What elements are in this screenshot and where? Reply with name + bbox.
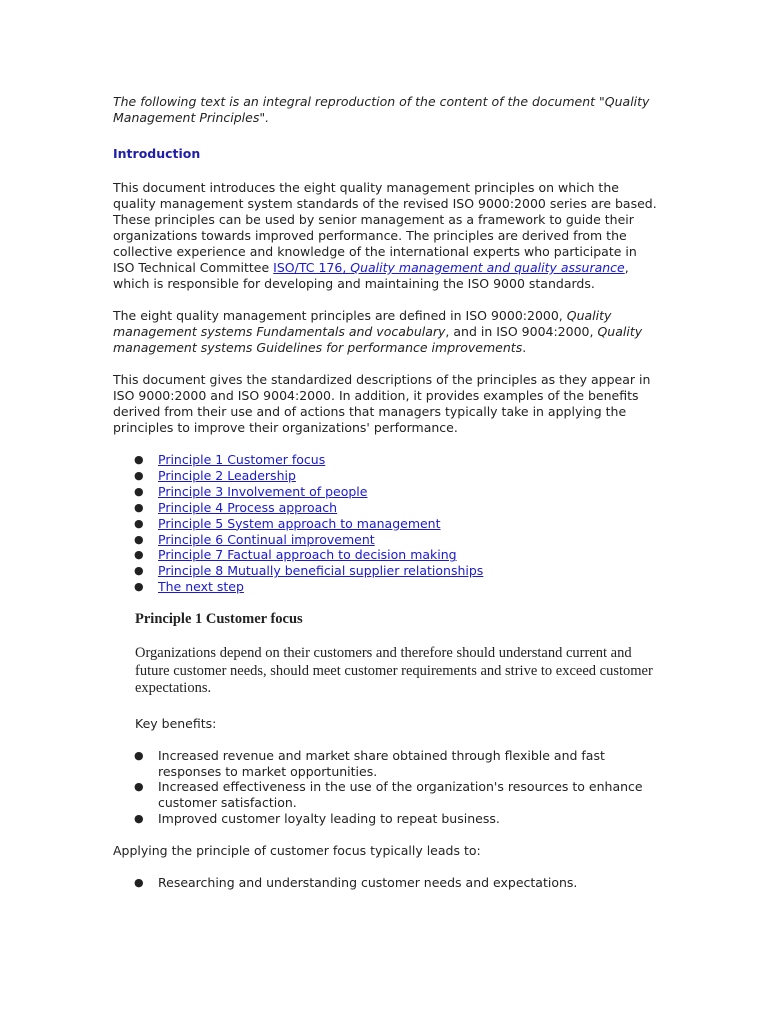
principle-8-link[interactable]: Principle 8 Mutually beneficial supplier relationships: [158, 563, 484, 579]
bullet-icon: ●: [134, 453, 144, 466]
bullet-icon: ●: [134, 516, 144, 530]
principle-1-heading: Principle 1 Customer focus: [135, 611, 303, 628]
bullet-icon: ●: [134, 780, 144, 794]
bullet-icon: ●: [134, 532, 144, 546]
principle-2-link[interactable]: Principle 2 Leadership: [158, 467, 296, 483]
principle-1-link[interactable]: Principle 1 Customer focus: [158, 452, 326, 467]
list-item: [113, 875, 658, 891]
iso-tc176-link-code: ISO/TC 176: [273, 260, 343, 275]
intro-paragraph-3: This document gives the standardized descriptions of the principles as they appear in ISO 9000:2000 and ISO 9004:2000. In addition, it provides examples of the benefits derived from their use and of actions that managers typically take in applying the principles to improve their organizations' performance.: [113, 372, 651, 435]
intro-paragraph-1-text: This document introduces the eight quality management principles on which the quality management system standards of the revised ISO 9000:2000 series are based. These principles can be used by senior management as a framework to guide their organizations towards improved performance. The principles are derived from the collective experience and knowledge of the international experts who participate in ISO Technical Committee: [113, 180, 657, 275]
introduction-heading: Introduction: [113, 146, 201, 161]
applying-list: [113, 875, 658, 891]
list-item: [113, 484, 658, 500]
principle-6-link[interactable]: Principle 6 Continual improvement: [158, 531, 375, 547]
bullet-icon: ●: [134, 812, 144, 826]
list-item: [113, 563, 658, 579]
principle-link-list: [113, 452, 658, 595]
intro-paragraph-2-e: .: [522, 340, 527, 355]
applying-principle-text: Applying the principle of customer focus typically leads to:: [113, 843, 481, 859]
document-page: [113, 94, 658, 907]
iso-tc176-link[interactable]: [273, 260, 625, 275]
intro-paragraph-2-c: , and in ISO 9004:2000,: [445, 324, 598, 339]
bullet-icon: ●: [134, 468, 144, 482]
bullet-icon: ●: [134, 580, 144, 594]
key-benefits-label: Key benefits:: [135, 715, 217, 731]
list-item: [113, 779, 658, 811]
intro-paragraph-1: [113, 180, 658, 292]
bullet-icon: ●: [134, 500, 144, 514]
list-item: [113, 811, 658, 827]
bullet-icon: ●: [134, 484, 144, 498]
list-item: [113, 748, 658, 780]
bullet-icon: ●: [134, 876, 144, 890]
iso-tc176-link-title: Quality management and quality assurance: [350, 260, 625, 275]
applying-item-text: Researching and understanding customer needs and expectations.: [158, 875, 578, 891]
iso-tc176-link-sep: ,: [342, 260, 351, 275]
list-item: [113, 579, 658, 595]
principle-3-link[interactable]: Principle 3 Involvement of people: [158, 483, 368, 499]
iso9000-title: Quality management systems Fundamentals and vocabulary: [113, 308, 612, 339]
list-item: [113, 468, 658, 484]
list-item: [113, 547, 658, 563]
bullet-icon: ●: [134, 548, 144, 562]
benefit-text: Increased effectiveness in the use of the organization's resources to enhance customer satisfaction.: [158, 779, 643, 811]
list-item: [113, 452, 658, 468]
next-step-link[interactable]: The next step: [158, 579, 244, 595]
list-item: [113, 532, 658, 548]
principle-4-link[interactable]: Principle 4 Process approach: [158, 499, 338, 515]
intro-paragraph-1-end: , which is responsible for developing and maintaining the ISO 9000 standards.: [113, 260, 629, 291]
bullet-icon: ●: [134, 748, 144, 762]
principle-1-statement: Organizations depend on their customers and therefore should understand current and future customer needs, should meet customer requirements and strive to exceed customer expectations.: [135, 645, 653, 697]
principle-5-link[interactable]: Principle 5 System approach to management: [158, 515, 441, 531]
bullet-icon: ●: [134, 564, 144, 578]
iso9004-title: Quality management systems Guidelines for performance improvements: [113, 324, 643, 355]
benefits-list: [113, 748, 658, 828]
intro-paragraph-2-a: The eight quality management principles are defined in ISO 9000:2000,: [113, 308, 567, 323]
list-item: [113, 516, 658, 532]
principle-7-link[interactable]: Principle 7 Factual approach to decision making: [158, 547, 457, 563]
list-item: [113, 500, 658, 516]
intro-note: The following text is an integral reproduction of the content of the document "Quality Management Principles".: [113, 94, 650, 125]
benefit-text: Improved customer loyalty leading to repeat business.: [158, 811, 500, 827]
benefit-text: Increased revenue and market share obtained through flexible and fast responses to market opportunities.: [158, 747, 605, 779]
intro-paragraph-2: [113, 308, 658, 356]
